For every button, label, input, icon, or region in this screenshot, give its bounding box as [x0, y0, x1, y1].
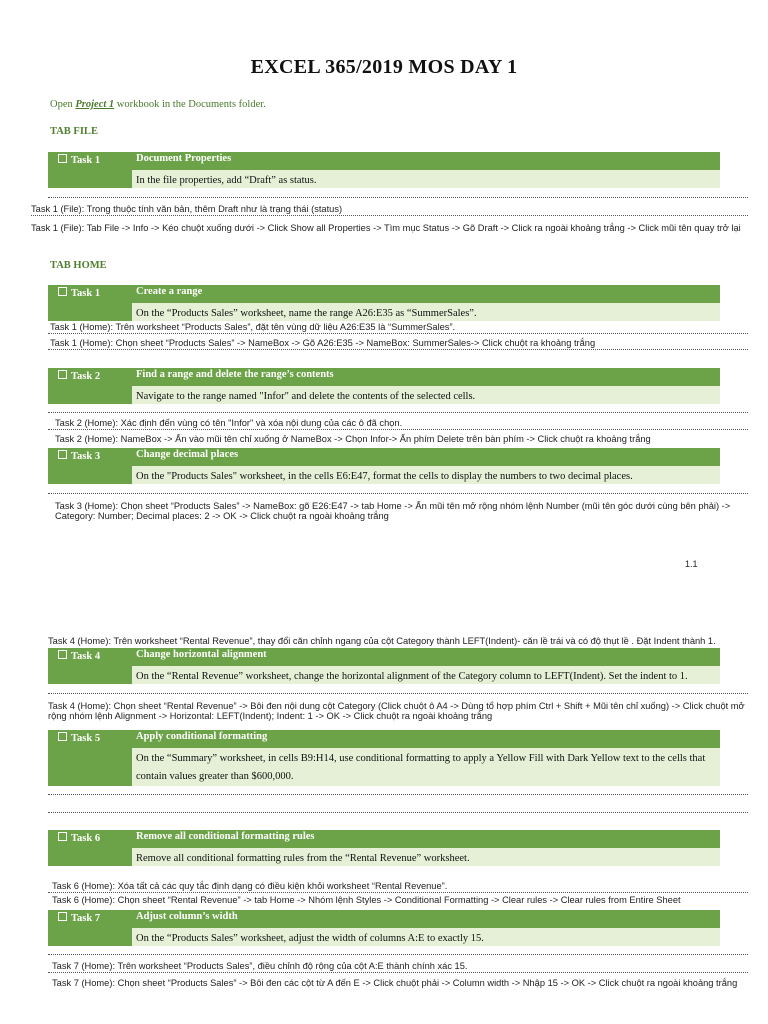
task-description: On the “Products Sales” worksheet, adjust the width of columns A:E to exactly 15. — [132, 928, 720, 946]
task-label: Task 5 — [48, 730, 132, 748]
task-label: Task 1 — [48, 152, 132, 170]
divider — [48, 412, 748, 413]
intro-pre: Open — [50, 99, 76, 110]
note-home-2-vn: Task 2 (Home): Xác định đến vùng có tên "Infor" và xóa nội dung của các ô đã chọn. — [55, 418, 403, 428]
task-block-home-2 — [48, 368, 720, 404]
checkbox-icon[interactable] — [58, 832, 67, 841]
note-home-1-steps: Task 1 (Home): Chọn sheet “Products Sales” -> NameBox -> Gõ A26:E35 -> NameBox: SummerSales-> Click chuột ra khoảng trắng — [50, 338, 596, 348]
intro-line — [50, 99, 266, 110]
task-description: On the “Summary” worksheet, in cells B9:H14, use conditional formatting to apply a Yellow Fill with Dark Yellow text to the cells that contain values greater than $600,000. — [132, 748, 720, 786]
checkbox-icon[interactable] — [58, 287, 67, 296]
note-home-2-steps: Task 2 (Home): NameBox -> Ấn vào mũi tên chỉ xuống ở NameBox -> Chọn Infor-> Ấn phím Delete trên bàn phím -> Click chuột ra khoảng trắng — [55, 434, 651, 444]
task-title: Document Properties — [136, 153, 232, 164]
task-title: Remove all conditional formatting rules — [136, 831, 315, 842]
section-tab-home: TAB HOME — [50, 260, 107, 271]
task-block-home-5 — [48, 730, 720, 786]
divider — [48, 794, 748, 795]
task-title: Adjust column’s width — [136, 911, 238, 922]
page-title: EXCEL 365/2019 MOS DAY 1 — [250, 56, 518, 78]
task-block-home-4 — [48, 648, 720, 684]
divider — [48, 892, 748, 893]
task-title: Change horizontal alignment — [136, 649, 267, 660]
divider — [48, 197, 748, 198]
checkbox-icon[interactable] — [58, 732, 67, 741]
task-description: Navigate to the range named "Infor" and delete the contents of the selected cells. — [132, 386, 720, 404]
task-description: Remove all conditional formatting rules from the “Rental Revenue” worksheet. — [132, 848, 720, 866]
page-number: 1.1 — [685, 559, 698, 569]
divider — [48, 349, 748, 350]
section-tab-file: TAB FILE — [50, 126, 98, 137]
task-block-home-7 — [48, 910, 720, 946]
note-home-7-steps: Task 7 (Home): Chọn sheet “Products Sales” -> Bôi đen các cột từ A đến E -> Click chuột phải -> Column width -> Nhập 15 -> OK -> Click chuột ra ngoài khoảng trắng — [52, 978, 738, 988]
task-label: Task 6 — [48, 830, 132, 848]
intro-post: workbook in the Documents folder. — [114, 99, 266, 110]
task-description: In the file properties, add “Draft” as status. — [132, 170, 720, 188]
divider — [48, 954, 748, 955]
task-label: Task 2 — [48, 368, 132, 386]
task-label: Task 1 — [48, 285, 132, 303]
divider — [48, 429, 748, 430]
note-home-4-vn: Task 4 (Home): Trên worksheet “Rental Revenue”, thay đổi căn chỉnh ngang của cột Category thành LEFT(Indent)- căn lề trái và có độ thụt lề . Đặt Indent thành 1. — [48, 636, 716, 646]
note-home-4-steps: Task 4 (Home): Chọn sheet “Rental Revenue” -> Bôi đen nội dung cột Category (Click chuột ô A4 -> Dùng tổ hợp phím Ctrl + Shift + Mũi tên chỉ xuống) -> Click chuột mở rộng nhóm lệnh Alignment -> Horizontal: LEFT(Indent); Indent: 1 -> OK -> Click chuột ra ngoài khoảng trắng — [48, 701, 745, 721]
task-block-home-6 — [48, 830, 720, 866]
checkbox-icon[interactable] — [58, 450, 67, 459]
note-home-6-steps: Task 6 (Home): Chọn sheet “Rental Revenue” -> tab Home -> Nhóm lệnh Styles -> Conditional Formatting -> Clear rules -> Clear rules from Entire Sheet — [52, 895, 681, 905]
divider — [31, 215, 748, 216]
task-label: Task 3 — [48, 448, 132, 466]
task-label: Task 7 — [48, 910, 132, 928]
project-link[interactable]: Project 1 — [75, 99, 115, 110]
divider — [48, 972, 748, 973]
divider — [48, 693, 748, 694]
note-file-1-steps: Task 1 (File): Tab File -> Info -> Kéo chuột xuống dưới -> Click Show all Properties -> Tìm mục Status -> Gõ Draft -> Click ra ngoài khoảng trắng -> Click mũi tên quay trở lại — [31, 223, 741, 233]
task-title: Create a range — [136, 286, 203, 297]
task-block-home-3 — [48, 448, 720, 484]
task-description: On the "Products Sales" worksheet, in the cells E6:E47, format the cells to display the numbers to two decimal places. — [132, 466, 720, 484]
task-block-home-1 — [48, 285, 720, 321]
task-title: Change decimal places — [136, 449, 239, 460]
divider — [48, 333, 748, 334]
task-label: Task 4 — [48, 648, 132, 666]
note-home-1-vn: Task 1 (Home): Trên worksheet “Products Sales”, đặt tên vùng dữ liệu A26:E35 là “SummerSales”. — [50, 322, 456, 332]
note-home-3-steps: Task 3 (Home): Chọn sheet “Products Sales” -> NameBox: gõ E26:E47 -> tab Home -> Ấn mũi tên mở rộng nhóm lệnh Number (mũi tên góc dưới cùng bên phải) -> Category: Number; Decimal places: 2 -> OK -> Click chuột ra ngoài khoảng trắng — [55, 501, 731, 521]
checkbox-icon[interactable] — [58, 154, 67, 163]
task-description: On the “Products Sales” worksheet, name the range A26:E35 as “SummerSales”. — [132, 303, 720, 321]
note-file-1-vn: Task 1 (File): Trong thuộc tính văn bản, thêm Draft như là trạng thái (status) — [31, 204, 343, 214]
checkbox-icon[interactable] — [58, 650, 67, 659]
task-title: Apply conditional formatting — [136, 731, 268, 742]
note-home-6-vn: Task 6 (Home): Xóa tất cả các quy tắc định dạng có điều kiện khỏi worksheet “Rental Revenue”. — [52, 881, 448, 891]
divider — [48, 812, 748, 813]
divider — [48, 493, 748, 494]
task-description: On the “Rental Revenue” worksheet, change the horizontal alignment of the Category column to LEFT(Indent). Set the indent to 1. — [132, 666, 720, 684]
task-title: Find a range and delete the range’s contents — [136, 369, 334, 380]
checkbox-icon[interactable] — [58, 912, 67, 921]
task-block-file-1 — [48, 152, 720, 188]
note-home-7-vn: Task 7 (Home): Trên worksheet “Products Sales”, điều chỉnh độ rộng của cột A:E thành chính xác 15. — [52, 961, 468, 971]
checkbox-icon[interactable] — [58, 370, 67, 379]
